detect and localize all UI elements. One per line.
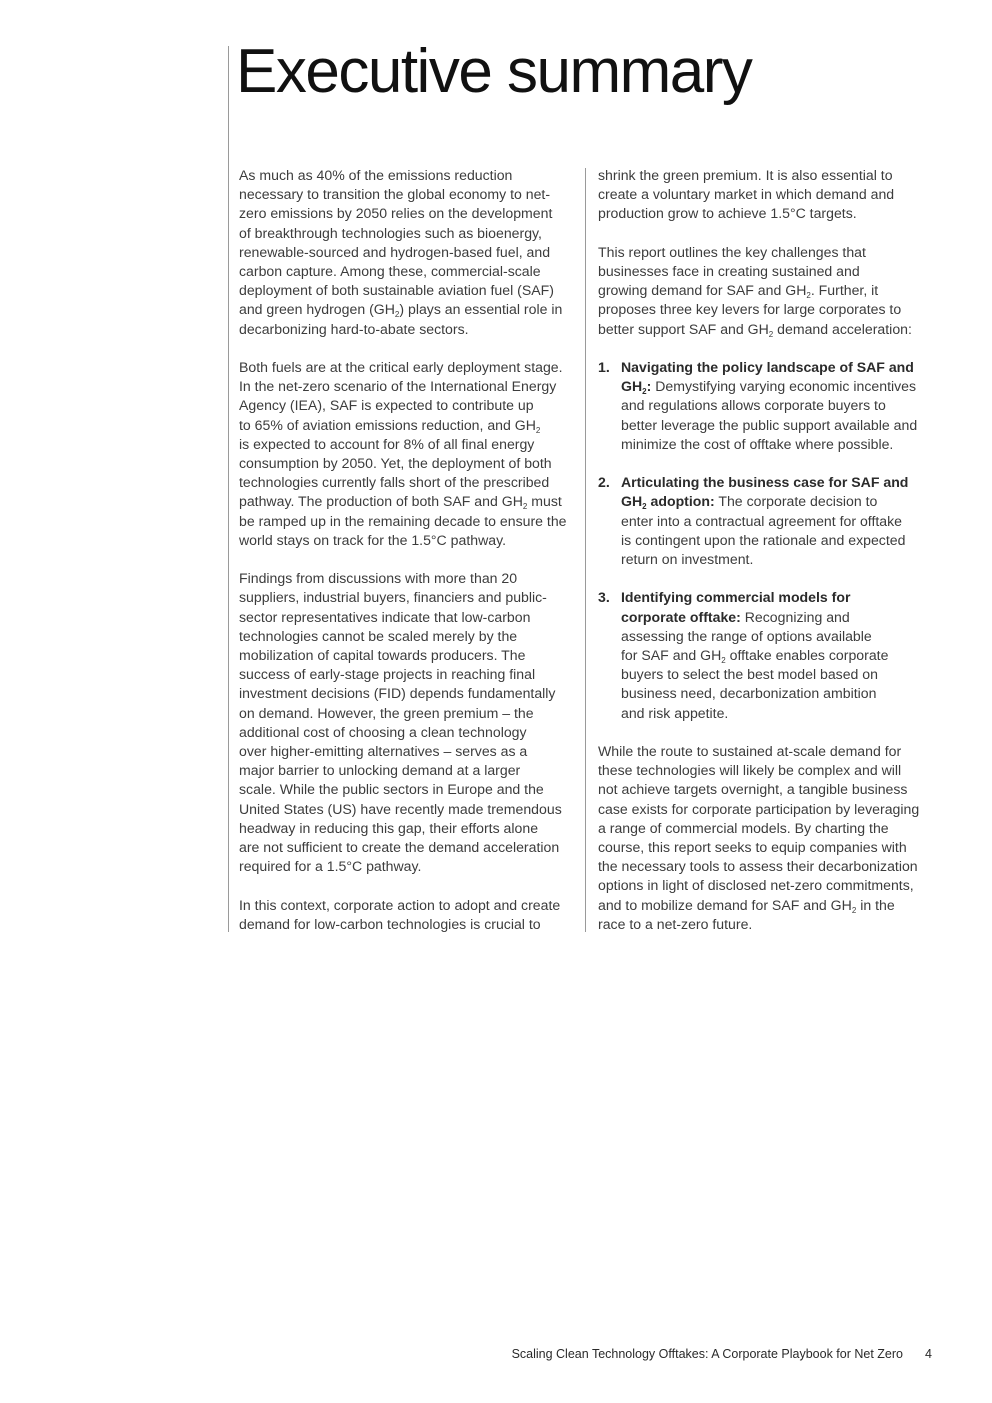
text-run: Recognizing and bbox=[740, 608, 850, 625]
text-line: major barrier to unlocking demand at a larger bbox=[239, 762, 521, 779]
text-line: headway in reducing this gap, their efforts alone bbox=[239, 819, 539, 836]
text-run: pathway. The production of both SAF and GH bbox=[239, 493, 523, 510]
text-line bbox=[239, 492, 581, 511]
text-line bbox=[621, 492, 940, 511]
text-line: not achieve targets overnight, a tangible business bbox=[598, 781, 908, 798]
text-run: better support SAF and GH bbox=[598, 320, 769, 337]
text-line: mobilization of capital towards producers. The bbox=[239, 647, 526, 664]
text-line bbox=[621, 608, 940, 627]
right-column bbox=[598, 166, 940, 934]
text-line: Findings from discussions with more than 20 bbox=[239, 570, 518, 587]
text-line: required for a 1.5°C pathway. bbox=[239, 858, 422, 875]
paragraph-green-premium bbox=[598, 166, 940, 224]
lever-heading: $GH_2$ adoption: bbox=[621, 493, 715, 512]
page-footer bbox=[0, 1347, 992, 1367]
text-line: sector representatives indicate that low-carbon bbox=[239, 608, 531, 625]
text-line: over higher-emitting alternatives – serves as a bbox=[239, 743, 528, 760]
subscript: 2 bbox=[535, 425, 541, 435]
text-run: growing demand for SAF and GH bbox=[598, 282, 807, 299]
list-number: 1. bbox=[598, 359, 610, 375]
subscript: 2 bbox=[394, 310, 400, 320]
lever-heading: $GH_2$: bbox=[621, 378, 652, 397]
text-run: . Further, it bbox=[810, 282, 879, 299]
subscript: 2 bbox=[522, 502, 528, 512]
text-line: course, this report seeks to equip companies with bbox=[598, 839, 907, 856]
text-run: to 65% of aviation emissions reduction, and GH bbox=[239, 416, 536, 433]
text-line: additional cost of choosing a clean technology bbox=[239, 723, 527, 740]
page-title: Executive summary bbox=[236, 37, 752, 106]
text-line: assessing the range of options available bbox=[621, 627, 872, 644]
list-number: 3. bbox=[598, 589, 610, 606]
text-line: a range of commercial models. By charting the bbox=[598, 819, 889, 836]
subscript: 2 bbox=[768, 329, 774, 339]
paragraph-conclusion bbox=[598, 742, 940, 934]
text-run: and to mobilize demand for SAF and GH bbox=[598, 896, 852, 913]
subscript: 2 bbox=[806, 291, 811, 301]
text-line: renewable-sourced and hydrogen-based fuel, and bbox=[239, 243, 551, 260]
text-line: deployment of both sustainable aviation fuel (SAF) bbox=[239, 282, 554, 299]
text-line: In this context, corporate action to adopt and create bbox=[239, 896, 561, 913]
text-line: While the route to sustained at-scale demand for bbox=[598, 743, 902, 760]
text-line bbox=[598, 320, 940, 339]
text-line: on demand. However, the green premium – the bbox=[239, 704, 534, 721]
subscript: 2 bbox=[642, 387, 647, 397]
text-line: necessary to transition the global economy to net- bbox=[239, 186, 551, 203]
paragraph-findings bbox=[239, 569, 581, 876]
text-line: these technologies will likely be complex and will bbox=[598, 762, 902, 779]
text-line: investment decisions (FID) depends fundamentally bbox=[239, 685, 556, 702]
paragraph-report-outline bbox=[598, 243, 940, 339]
text-line bbox=[621, 377, 940, 396]
text-line: business need, decarbonization ambition bbox=[621, 685, 877, 702]
text-line: consumption by 2050. Yet, the deployment of both bbox=[239, 455, 552, 472]
text-line: be ramped up in the remaining decade to ensure the bbox=[239, 512, 567, 529]
lever-item-policy bbox=[598, 358, 940, 454]
text-line: is expected to account for 8% of all final energy bbox=[239, 435, 535, 452]
text-line: buyers to select the best model based on bbox=[621, 666, 878, 683]
lever-heading: Identifying commercial models for bbox=[621, 589, 851, 606]
lever-item-commercial-models bbox=[598, 588, 940, 722]
list-number: 2. bbox=[598, 474, 610, 491]
text-line: create a voluntary market in which demand and bbox=[598, 186, 895, 203]
text-line: demand for low-carbon technologies is crucial to bbox=[239, 915, 541, 932]
text-line: As much as 40% of the emissions reduction bbox=[239, 167, 513, 183]
text-line: suppliers, industrial buyers, financiers and public- bbox=[239, 589, 547, 606]
text-line bbox=[598, 896, 940, 915]
text-line: scale. While the public sectors in Europe and the bbox=[239, 781, 544, 798]
text-line: shrink the green premium. It is also essential to bbox=[598, 167, 893, 183]
text-line: zero emissions by 2050 relies on the development bbox=[239, 205, 553, 222]
text-line: decarbonizing hard-to-abate sectors. bbox=[239, 320, 469, 337]
text-line bbox=[621, 646, 940, 665]
text-line bbox=[239, 300, 581, 319]
text-run: ) plays an essential role in bbox=[399, 301, 563, 318]
column-divider bbox=[585, 168, 586, 932]
text-line: enter into a contractual agreement for offtake bbox=[621, 512, 903, 529]
text-line: case exists for corporate participation by leveraging bbox=[598, 800, 920, 817]
text-line: proposes three key levers for large corporates to bbox=[598, 301, 902, 318]
text-run: for SAF and GH bbox=[621, 647, 722, 664]
text-line: and risk appetite. bbox=[621, 704, 729, 721]
text-line: are not sufficient to create the demand acceleration bbox=[239, 839, 560, 856]
text-run: Demystifying varying economic incentives bbox=[651, 378, 917, 395]
text-line: of breakthrough technologies such as bioenergy, bbox=[239, 224, 542, 241]
text-line: race to a net-zero future. bbox=[598, 915, 753, 932]
left-column bbox=[239, 166, 581, 934]
text-run: The corporate decision to bbox=[714, 493, 878, 510]
subscript: 2 bbox=[721, 656, 726, 666]
text-line bbox=[239, 416, 581, 435]
text-line: In the net-zero scenario of the International Energy bbox=[239, 378, 557, 395]
text-run: and green hydrogen (GH bbox=[239, 301, 395, 318]
title-rule bbox=[228, 46, 229, 932]
text-line bbox=[598, 281, 940, 300]
text-line: is contingent upon the rationale and expected bbox=[621, 531, 906, 548]
text-line: businesses face in creating sustained and bbox=[598, 263, 860, 279]
text-run: offtake enables corporate bbox=[725, 647, 889, 664]
text-line: technologies cannot be scaled merely by the bbox=[239, 627, 518, 644]
text-line: production grow to achieve 1.5°C targets. bbox=[598, 205, 857, 222]
text-line: world stays on track for the 1.5°C pathway. bbox=[239, 531, 507, 548]
text-line: United States (US) have recently made tremendous bbox=[239, 800, 562, 817]
text-line: options in light of disclosed net-zero commitments, bbox=[598, 877, 914, 894]
text-line: better leverage the public support available and bbox=[621, 416, 918, 433]
paragraph-context bbox=[239, 896, 581, 934]
paragraph-intro bbox=[239, 166, 581, 339]
text-line: This report outlines the key challenges that bbox=[598, 243, 866, 260]
text-line: Both fuels are at the critical early deployment stage. bbox=[239, 359, 563, 376]
lever-item-business-case bbox=[598, 473, 940, 569]
text-line: technologies currently falls short of the prescribed bbox=[239, 474, 550, 491]
subscript: 2 bbox=[851, 905, 857, 915]
text-line: carbon capture. Among these, commercial-scale bbox=[239, 263, 541, 280]
text-line: Agency (IEA), SAF is expected to contribute up bbox=[239, 397, 534, 414]
lever-heading: corporate offtake: bbox=[621, 608, 741, 625]
page-number: 4 bbox=[925, 1347, 932, 1361]
text-line: and regulations allows corporate buyers to bbox=[621, 397, 886, 414]
text-run: demand acceleration: bbox=[773, 320, 912, 337]
paragraph-deployment bbox=[239, 358, 581, 550]
text-run: in the bbox=[856, 896, 895, 913]
footer-report-title: Scaling Clean Technology Offtakes: A Corporate Playbook for Net Zero bbox=[511, 1347, 903, 1361]
text-line: minimize the cost of offtake where possible. bbox=[621, 435, 894, 452]
subscript: 2 bbox=[642, 502, 647, 512]
text-line: return on investment. bbox=[621, 551, 754, 568]
text-run: must bbox=[527, 493, 562, 510]
lever-heading: Navigating the policy landscape of SAF and bbox=[621, 359, 914, 375]
lever-heading: Articulating the business case for SAF and bbox=[621, 474, 909, 491]
text-line: success of early-stage projects in reaching final bbox=[239, 666, 536, 683]
text-line: the necessary tools to assess their decarbonization bbox=[598, 858, 918, 875]
key-levers-list bbox=[598, 358, 940, 723]
